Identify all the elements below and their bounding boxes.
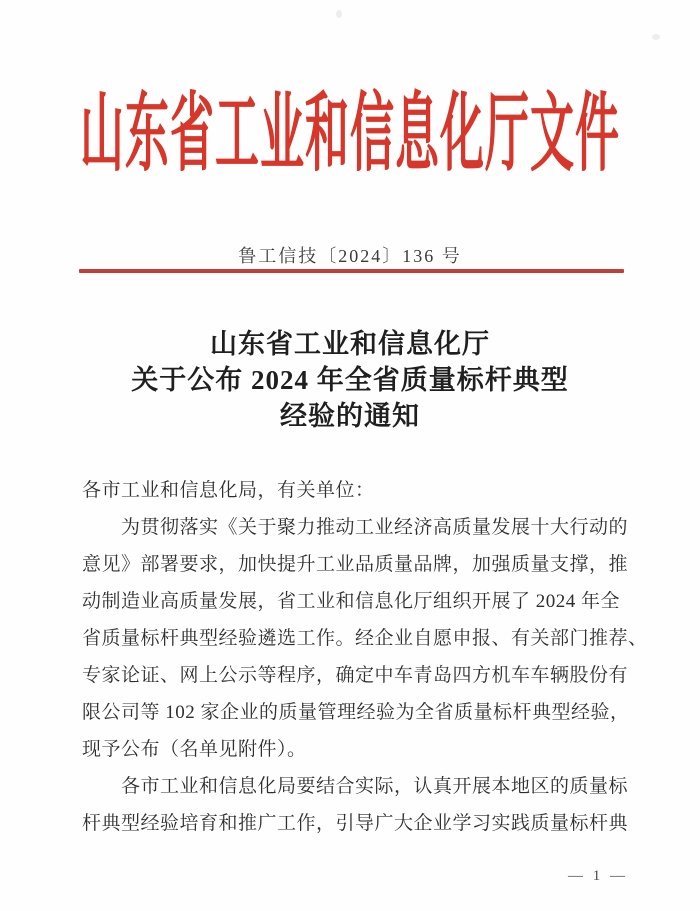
page-number: — 1 —: [568, 868, 628, 884]
document-reference-number: 鲁工信技〔2024〕136 号: [238, 246, 462, 266]
notice-title-line: 山东省工业和信息化厅: [210, 329, 490, 359]
body-line: 限公司等 102 家企业的质量管理经验为全省质量标杆典型经验，: [82, 702, 630, 723]
body-line: 杆典型经验培育和推广工作，引导广大企业学习实践质量标杆典: [82, 813, 629, 834]
notice-title: [0, 326, 700, 434]
notice-title-line: 经验的通知: [280, 401, 420, 431]
scan-noise-speck: [336, 10, 342, 18]
body-line: 为贯彻落实《关于聚力推动工业经济高质量发展十大行动的: [82, 517, 629, 538]
salutation-line: 各市工业和信息化局，有关单位：: [82, 480, 375, 501]
body-line: 专家论证、网上公示等程序，确定中车青岛四方机车车辆股份有: [82, 665, 629, 686]
red-divider-line: [79, 269, 624, 273]
body-line: 动制造业高质量发展，省工业和信息化厅组织开展了 2024 年全: [82, 591, 621, 612]
document-masthead: [0, 78, 700, 192]
notice-body: [82, 472, 648, 842]
body-line: 省质量标杆典型经验遴选工作。经企业自愿申报、有关部门推荐、: [82, 628, 648, 649]
body-line: 意见》部署要求，加快提升工业品质量品牌，加强质量支撑，推: [82, 554, 629, 575]
notice-title-line: 关于公布 2024 年全省质量标杆典型: [131, 365, 569, 395]
body-line: 各市工业和信息化局要结合实际，认真开展本地区的质量标: [82, 776, 629, 797]
body-line: 现予公布（名单见附件）。: [82, 739, 307, 760]
masthead-title: 山东省工业和信息化厅文件: [80, 86, 620, 182]
scan-noise-speck: [652, 34, 660, 40]
